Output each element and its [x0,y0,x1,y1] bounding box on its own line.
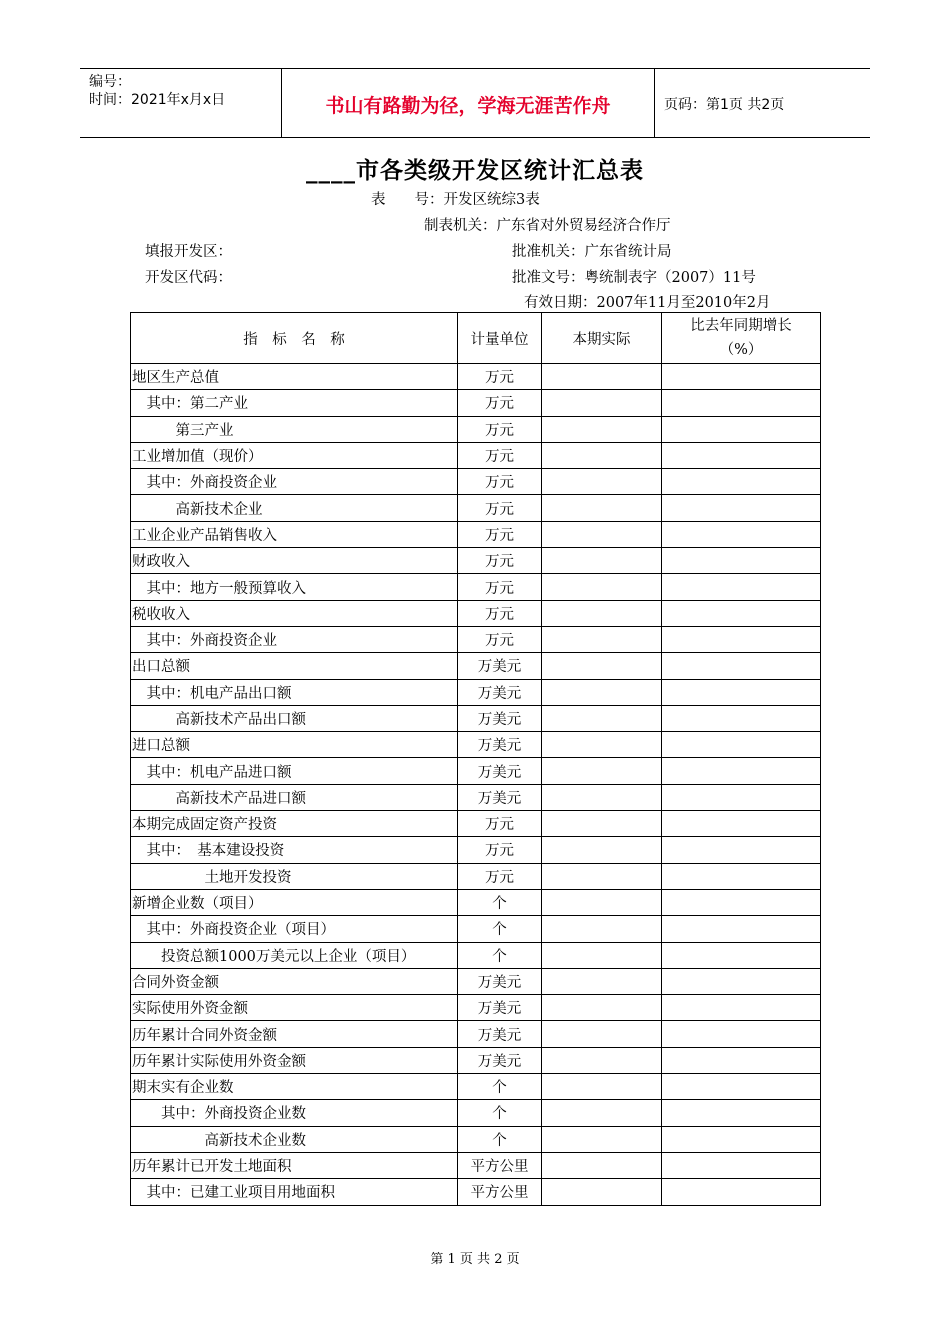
table-row [131,916,821,942]
actual-value-cell[interactable] [542,889,662,915]
document-header [80,68,870,138]
actual-value-cell[interactable] [542,837,662,863]
actual-value-cell[interactable] [542,1100,662,1126]
unit-cell: 个 [458,889,542,915]
actual-value-cell[interactable] [542,600,662,626]
indicator-name: 其中：外商投资企业 [131,626,458,652]
actual-value-cell[interactable] [542,863,662,889]
actual-value-cell[interactable] [542,495,662,521]
unit-cell: 万元 [458,521,542,547]
unit-cell: 万美元 [458,653,542,679]
table-row [131,1047,821,1073]
growth-value-cell[interactable] [662,679,821,705]
indicator-name: 合同外资金额 [131,968,458,994]
table-row [131,364,821,390]
unit-cell: 万美元 [458,679,542,705]
actual-value-cell[interactable] [542,364,662,390]
unit-cell: 万元 [458,600,542,626]
growth-value-cell[interactable] [662,1074,821,1100]
table-row [131,442,821,468]
unit-cell: 万元 [458,626,542,652]
indicator-name: 土地开发投资 [131,863,458,889]
unit-cell: 万美元 [458,732,542,758]
unit-cell: 个 [458,1126,542,1152]
growth-value-cell[interactable] [662,442,821,468]
table-row [131,863,821,889]
table-row [131,889,821,915]
unit-cell: 个 [458,1074,542,1100]
unit-cell: 万元 [458,548,542,574]
indicator-name: 其中：第二产业 [131,390,458,416]
approve-doc: 批准文号：粤统制表字（2007）11号 [512,270,756,286]
unit-cell: 万元 [458,416,542,442]
motto: 书山有路勤为径，学海无涯苦作舟 [325,95,611,117]
growth-value-cell[interactable] [662,732,821,758]
table-row [131,811,821,837]
header-page-cell [655,69,870,137]
table-row [131,705,821,731]
growth-value-cell[interactable] [662,995,821,1021]
unit-cell: 万美元 [458,995,542,1021]
actual-value-cell[interactable] [542,732,662,758]
actual-value-cell[interactable] [542,811,662,837]
approve-org: 批准机关：广东省统计局 [512,244,672,260]
growth-value-cell[interactable] [662,364,821,390]
growth-value-cell[interactable] [662,574,821,600]
indicator-name: 其中：机电产品出口额 [131,679,458,705]
time-label: 时间：2021年x月x日 [89,92,226,108]
table-row [131,548,821,574]
growth-value-cell[interactable] [662,469,821,495]
growth-value-cell[interactable] [662,653,821,679]
indicator-name: 其中：地方一般预算收入 [131,574,458,600]
number-label: 编号： [89,74,131,90]
actual-value-cell[interactable] [542,442,662,468]
unit-cell: 平方公里 [458,1179,542,1205]
table-row [131,416,821,442]
growth-value-cell[interactable] [662,1100,821,1126]
growth-value-cell[interactable] [662,600,821,626]
indicator-name: 第三产业 [131,416,458,442]
unit-cell: 个 [458,916,542,942]
growth-value-cell[interactable] [662,837,821,863]
indicator-name: 地区生产总值 [131,364,458,390]
growth-value-cell[interactable] [662,390,821,416]
unit-cell: 万元 [458,390,542,416]
zone-code-label: 开发区代码： [145,270,232,286]
unit-cell: 万元 [458,442,542,468]
table-row [131,679,821,705]
indicator-name: 实际使用外资金额 [131,995,458,1021]
actual-value-cell[interactable] [542,416,662,442]
growth-value-cell[interactable] [662,968,821,994]
indicator-name: 出口总额 [131,653,458,679]
actual-value-cell[interactable] [542,548,662,574]
actual-value-cell[interactable] [542,1179,662,1205]
table-row [131,1126,821,1152]
table-row [131,837,821,863]
growth-value-cell[interactable] [662,889,821,915]
indicator-name: 高新技术企业 [131,495,458,521]
table-row [131,469,821,495]
indicator-name: 期末实有企业数 [131,1074,458,1100]
growth-value-cell[interactable] [662,521,821,547]
growth-value-cell[interactable] [662,1047,821,1073]
indicator-name: 历年累计合同外资金额 [131,1021,458,1047]
unit-cell: 万美元 [458,1047,542,1073]
growth-value-cell[interactable] [662,416,821,442]
growth-value-cell[interactable] [662,784,821,810]
indicator-name: 高新技术产品进口额 [131,784,458,810]
table-row [131,1021,821,1047]
actual-value-cell[interactable] [542,390,662,416]
growth-value-cell[interactable] [662,495,821,521]
table-row [131,968,821,994]
actual-value-cell[interactable] [542,521,662,547]
actual-value-cell[interactable] [542,1126,662,1152]
indicator-name: 税收收入 [131,600,458,626]
growth-value-cell[interactable] [662,863,821,889]
indicator-name: 其中：外商投资企业（项目） [131,916,458,942]
unit-cell: 万美元 [458,758,542,784]
actual-value-cell[interactable] [542,653,662,679]
indicator-name: 投资总额1000万美元以上企业（项目） [131,942,458,968]
growth-value-cell[interactable] [662,626,821,652]
table-row [131,758,821,784]
unit-cell: 个 [458,942,542,968]
table-row [131,942,821,968]
unit-cell: 万元 [458,364,542,390]
indicator-name: 进口总额 [131,732,458,758]
indicator-name: 其中：机电产品进口额 [131,758,458,784]
unit-cell: 万元 [458,811,542,837]
table-row [131,653,821,679]
actual-value-cell[interactable] [542,968,662,994]
page-label: 页码：第1页 共2页 [664,97,785,113]
table-row [131,574,821,600]
actual-value-cell[interactable] [542,705,662,731]
actual-value-cell[interactable] [542,1074,662,1100]
growth-value-cell[interactable] [662,916,821,942]
unit-cell: 万元 [458,863,542,889]
stats-table [130,312,821,1206]
actual-value-cell[interactable] [542,679,662,705]
unit-cell: 个 [458,1100,542,1126]
growth-value-cell[interactable] [662,705,821,731]
growth-value-cell[interactable] [662,1126,821,1152]
table-row [131,390,821,416]
growth-value-cell[interactable] [662,758,821,784]
actual-value-cell[interactable] [542,1021,662,1047]
actual-value-cell[interactable] [542,1152,662,1178]
indicator-name: 其中：外商投资企业 [131,469,458,495]
indicator-name: 新增企业数（项目） [131,889,458,915]
growth-value-cell[interactable] [662,548,821,574]
growth-value-cell[interactable] [662,942,821,968]
actual-value-cell[interactable] [542,574,662,600]
header-actual: 本期实际 [542,313,662,364]
page-title: ____市各类级开发区统计汇总表 [306,157,644,184]
unit-cell: 万元 [458,469,542,495]
table-header-row [131,313,821,364]
indicator-name: 历年累计实际使用外资金额 [131,1047,458,1073]
fill-zone-label: 填报开发区： [145,244,232,260]
page-footer: 第 1 页 共 2 页 [430,1252,520,1267]
indicator-name: 工业增加值（现价） [131,442,458,468]
indicator-name: 历年累计已开发土地面积 [131,1152,458,1178]
header-info-cell [80,69,282,137]
actual-value-cell[interactable] [542,469,662,495]
unit-cell: 万元 [458,837,542,863]
indicator-name: 其中：已建工业项目用地面积 [131,1179,458,1205]
growth-value-cell[interactable] [662,1179,821,1205]
actual-value-cell[interactable] [542,626,662,652]
actual-value-cell[interactable] [542,784,662,810]
growth-value-cell[interactable] [662,811,821,837]
unit-cell: 万美元 [458,784,542,810]
unit-cell: 万元 [458,574,542,600]
growth-value-cell[interactable] [662,1152,821,1178]
indicator-name: 其中： 基本建设投资 [131,837,458,863]
table-row [131,521,821,547]
actual-value-cell[interactable] [542,758,662,784]
actual-value-cell[interactable] [542,916,662,942]
table-row [131,1100,821,1126]
actual-value-cell[interactable] [542,1047,662,1073]
valid-date: 有效日期：2007年11月至2010年2月 [524,295,771,311]
indicator-name: 其中：外商投资企业数 [131,1100,458,1126]
table-row [131,732,821,758]
table-row [131,995,821,1021]
indicator-name: 高新技术企业数 [131,1126,458,1152]
table-row [131,600,821,626]
unit-cell: 万美元 [458,968,542,994]
indicator-name: 本期完成固定资产投资 [131,811,458,837]
table-row [131,784,821,810]
header-unit: 计量单位 [458,313,542,364]
unit-cell: 万元 [458,495,542,521]
actual-value-cell[interactable] [542,942,662,968]
header-growth: 比去年同期增长（%） [662,313,821,364]
indicator-name: 工业企业产品销售收入 [131,521,458,547]
indicator-name: 高新技术产品出口额 [131,705,458,731]
table-row [131,495,821,521]
actual-value-cell[interactable] [542,995,662,1021]
issuing-org: 制表机关：广东省对外贸易经济合作厅 [424,218,671,234]
table-row [131,1152,821,1178]
growth-value-cell[interactable] [662,1021,821,1047]
form-number: 表 号：开发区统综3表 [371,192,540,208]
table-row [131,1179,821,1205]
unit-cell: 万美元 [458,1021,542,1047]
unit-cell: 万美元 [458,705,542,731]
table-row [131,1074,821,1100]
unit-cell: 平方公里 [458,1152,542,1178]
header-indicator: 指 标 名 称 [131,313,458,364]
indicator-name: 财政收入 [131,548,458,574]
header-motto-cell [282,69,655,137]
table-row [131,626,821,652]
